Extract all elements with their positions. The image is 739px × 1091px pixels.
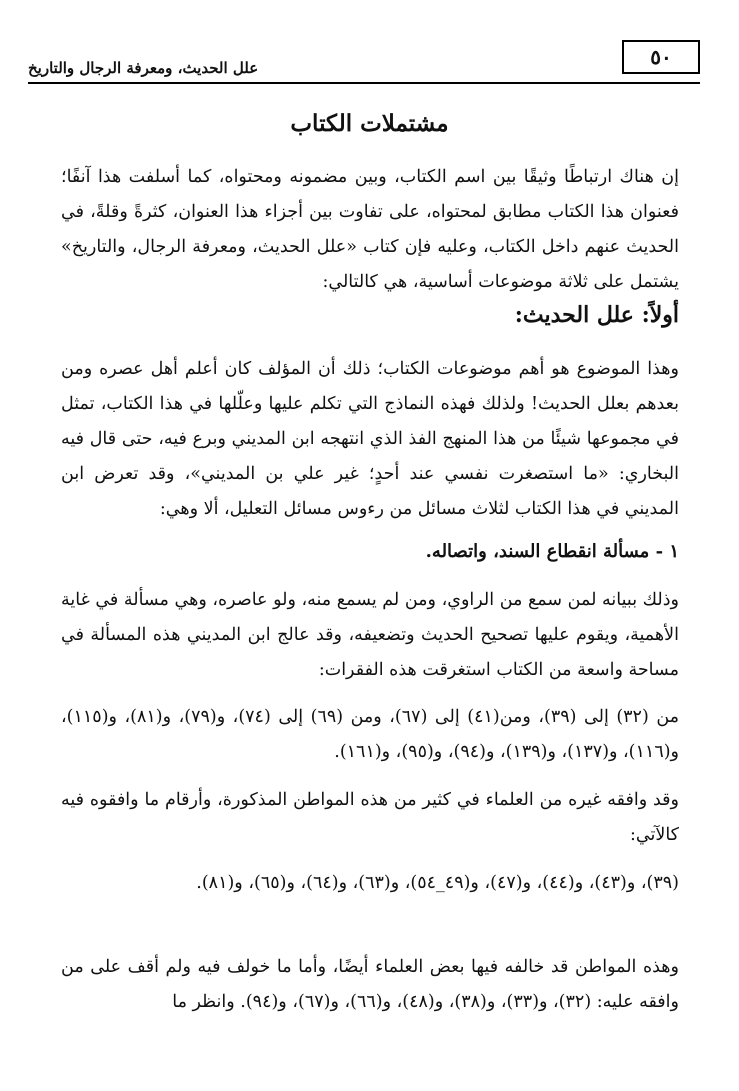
paragraph-chain-references: من (٣٢) إلى (٣٩)، ومن(٤١) إلى (٦٧)، ومن (٦٩) إلى (٧٤)، و(٧٩)، و(٨١)، و(١١٥)، و(١١٦)، و(١٣٧)، و(١٣٩)، و(٩٤)، و(٩٥)، و(١٦١). [61, 707, 680, 762]
paragraph-agreement: وقد وافقه غيره من العلماء في كثير من هذه المواطن المذكورة، وأرقام ما وافقوه فيه كالآتي: [61, 790, 679, 845]
paragraph-chain-explanation: وذلك ببيانه لمن سمع من الراوي، ومن لم يسمع منه، ولو عاصره، وهي مسألة في غاية الأهمية، ويقوم عليها تصحيح الحديث وتضعيفه، وقد عالج ابن المديني هذه المسألة في مساحة واسعة من الكتاب استغرقت هذه الفقرات: [61, 590, 679, 680]
paragraph-disagreement: وهذه المواطن قد خالفه فيها بعض العلماء أيضًا، وأما ما خولف فيه ولم أقف على من وافقه عليه: (٣٢)، و(٣٣)، و(٣٨)، و(٤٨)، و(٦٦)، و(٦٧)، و(٩٤). وانظر ما [61, 957, 679, 1012]
heading-hadith-defects: أولاً: علل الحديث: [514, 302, 679, 328]
intro-paragraph: إن هناك ارتباطًا وثيقًا بين اسم الكتاب، وبين مضمونه ومحتواه، كما أسلفت هذا آنفًا؛ فعنوان هذا الكتاب مطابق لمحتواه، على تفاوت بين أجزاء هذا العنوان، كثرةً وقلةً، في الحديث عنهم داخل الكتاب، وعليه فإن كتاب «علل الحديث، ومعرفة الرجال، والتاريخ» يشتمل على ثلاثة موضوعات أساسية، هي كالتالي: [61, 167, 679, 292]
page-header [28, 40, 700, 84]
subheading-chain-continuity: ١ - مسألة انقطاع السند، واتصاله. [425, 541, 679, 562]
paragraph-agreement-references: (٣٩)، و(٤٣)، و(٤٤)، و(٤٧)، و(٤٩_٥٤)، و(٦٣)، و(٦٤)، و(٦٥)، و(٨١). [196, 873, 679, 893]
running-title: علل الحديث، ومعرفة الرجال والتاريخ [28, 59, 259, 77]
paragraph-defects-intro: وهذا الموضوع هو أهم موضوعات الكتاب؛ ذلك أن المؤلف كان أعلم أهل عصره ومن بعدهم بعلل الحديث! ولذلك فهذه النماذج التي تكلم عليها وعلّلها في هذا الكتاب، تمثل في مجموعها شيئًا من هذا المنهج الفذ الذي انتهجه ابن المديني وبرع فيه، حتى قال فيه البخاري: «ما استصغرت نفسي عند أحدٍ؛ غير علي بن المديني»، وقد تعرض ابن المديني في هذا الكتاب لثلاث مسائل من رءوس مسائل التعليل، ألا وهي: [61, 359, 679, 519]
page-number: ٥٠ [622, 40, 700, 74]
section-title: مشتملات الكتاب [290, 110, 449, 137]
